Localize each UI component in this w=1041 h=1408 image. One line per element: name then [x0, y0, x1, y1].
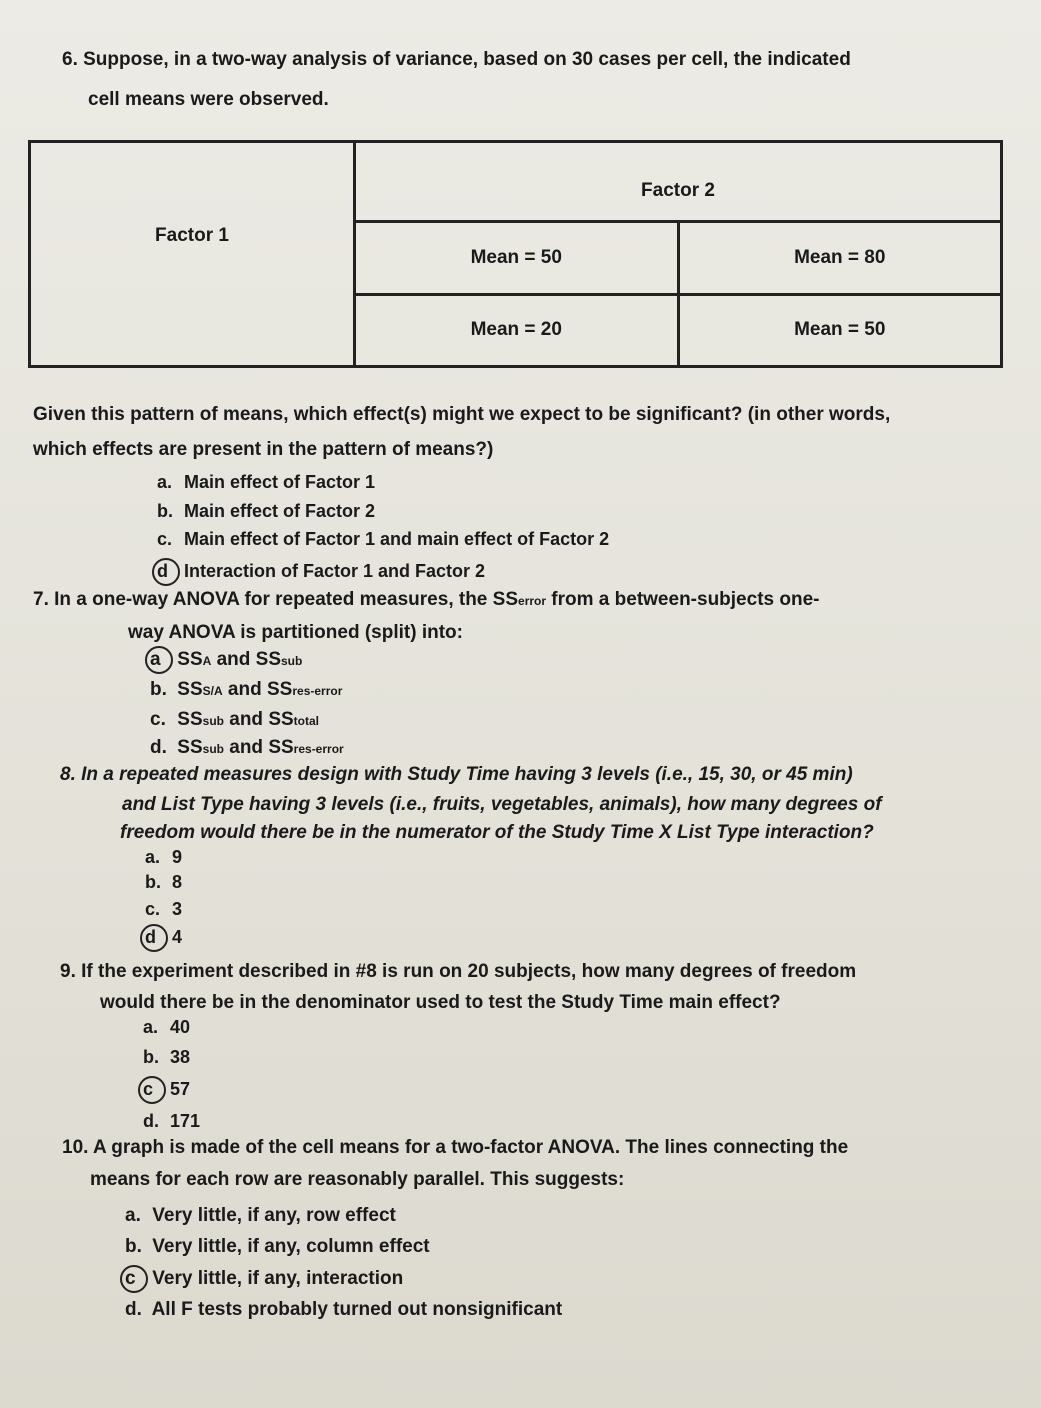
q6-line2: cell means were observed.: [88, 89, 329, 110]
q7-line2: way ANOVA is partitioned (split) into:: [128, 622, 463, 643]
factor1-label: Factor 1: [30, 142, 355, 367]
q9-option-c[interactable]: c 57: [143, 1079, 191, 1099]
q8-line3: freedom would there be in the numerator of the Study Time X List Type interaction?: [120, 822, 874, 843]
q8-option-d[interactable]: d 4: [145, 927, 183, 947]
q9-line2: would there be in the denominator used to test the Study Time main effect?: [100, 992, 781, 1013]
q7-option-a[interactable]: a SSA and SSsub: [150, 649, 303, 670]
q8-option-a[interactable]: a. 9: [145, 847, 183, 867]
q7-option-b[interactable]: b. SSS/A and SSres-error: [150, 679, 343, 700]
q8-option-b[interactable]: b. 8: [145, 872, 183, 892]
q7-option-d[interactable]: d. SSsub and SSres-error: [150, 737, 344, 758]
q6-line1: 6. Suppose, in a two-way analysis of variance, based on 30 cases per cell, the indicated: [62, 49, 851, 70]
cell-r1c2: Mean = 80: [678, 222, 1002, 294]
cell-means-table: [28, 140, 1003, 368]
q6-prompt1: Given this pattern of means, which effect(s) might we expect to be significant? (in other words,: [33, 404, 891, 425]
q10-option-b[interactable]: b. Very little, if any, column effect: [125, 1236, 430, 1257]
q10-line2: means for each row are reasonably parallel. This suggests:: [90, 1169, 625, 1190]
q6-option-b[interactable]: b. Main effect of Factor 2: [157, 501, 376, 521]
q9-option-a[interactable]: a. 40: [143, 1017, 191, 1037]
q9-option-d[interactable]: d. 171: [143, 1111, 201, 1131]
cell-r1c1: Mean = 50: [355, 222, 679, 294]
q7-option-c[interactable]: c. SSsub and SStotal: [150, 709, 320, 730]
q10-option-a[interactable]: a. Very little, if any, row effect: [125, 1205, 396, 1226]
q10-option-c[interactable]: c Very little, if any, interaction: [125, 1268, 404, 1289]
cell-r2c1: Mean = 20: [355, 294, 679, 366]
q9-option-b[interactable]: b. 38: [143, 1047, 191, 1067]
q10-option-d[interactable]: d. All F tests probably turned out nonsignificant: [125, 1299, 563, 1320]
q10-line1: 10. A graph is made of the cell means for a two-factor ANOVA. The lines connecting the: [62, 1137, 849, 1158]
q6-option-c[interactable]: c. Main effect of Factor 1 and main effect of Factor 2: [157, 529, 610, 549]
factor2-label: Factor 2: [355, 142, 1002, 222]
q8-option-c[interactable]: c. 3: [145, 899, 183, 919]
q6-prompt2: which effects are present in the pattern of means?): [33, 439, 494, 460]
q8-line2: and List Type having 3 levels (i.e., fruits, vegetables, animals), how many degrees of: [122, 794, 882, 815]
cell-r2c2: Mean = 50: [678, 294, 1002, 366]
q8-line1: 8. In a repeated measures design with Study Time having 3 levels (i.e., 15, 30, or 45 min): [60, 764, 853, 785]
q9-line1: 9. If the experiment described in #8 is run on 20 subjects, how many degrees of freedom: [60, 961, 857, 982]
q6-option-d[interactable]: d Interaction of Factor 1 and Factor 2: [157, 561, 486, 581]
q7-line1: 7. In a one-way ANOVA for repeated measures, the SSerror from a between-subjects one-: [33, 589, 820, 610]
q6-option-a[interactable]: a. Main effect of Factor 1: [157, 472, 376, 492]
